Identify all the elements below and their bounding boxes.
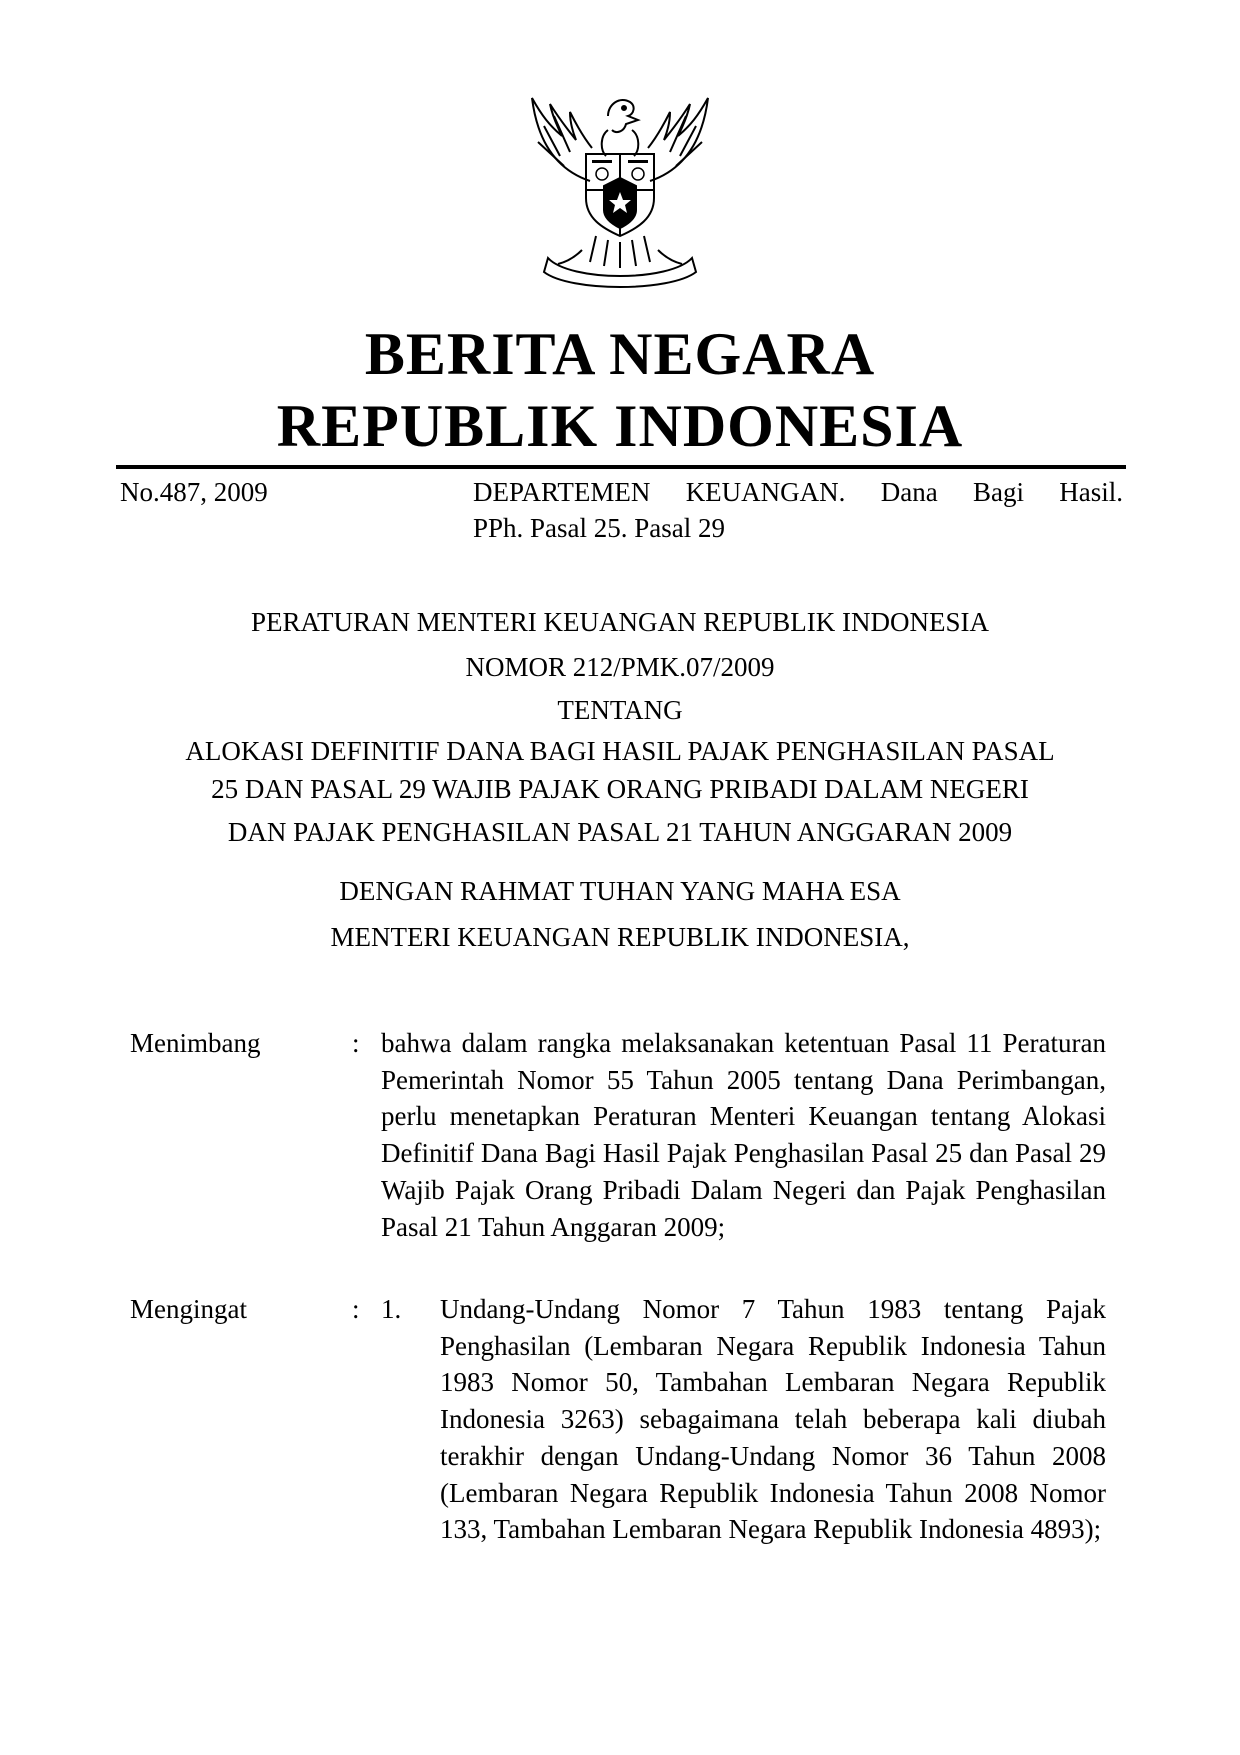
recalling-item-number: 1. bbox=[381, 1294, 402, 1324]
regulation-number: NOMOR 212/PMK.07/2009 bbox=[465, 652, 775, 682]
regulation-title-line-1: ALOKASI DEFINITIF DANA BAGI HASIL PAJAK PENGHASILAN PASAL bbox=[185, 736, 1055, 766]
gazette-masthead bbox=[0, 318, 1240, 462]
invocation: DENGAN RAHMAT TUHAN YANG MAHA ESA bbox=[339, 876, 901, 906]
masthead-line-1: BERITA NEGARA bbox=[364, 321, 876, 387]
recalling-colon: : bbox=[352, 1294, 360, 1324]
recalling-item-text: Undang-Undang Nomor 7 Tahun 1983 tentang Pajak Penghasilan (Lembaran Negara Republik Indonesia Tahun 1983 Nomor 50, Tambahan Lembaran Negara Republik Indonesia 3263) sebagaimana telah beberapa kali diubah terakhir dengan Undang-Undang Nomor 36 Tahun 2008 (Lembaran Negara Republik Indonesia Tahun 2008 Nomor 133, Tambahan Lembaran Negara Republik Indonesia 4893); bbox=[440, 1294, 1106, 1545]
header-rule bbox=[116, 465, 1126, 469]
issuer: MENTERI KEUANGAN REPUBLIK INDONESIA, bbox=[330, 922, 910, 952]
considering-label: Menimbang bbox=[130, 1028, 261, 1058]
regulation-title-line-2: 25 DAN PASAL 29 WAJIB PAJAK ORANG PRIBADI DALAM NEGERI bbox=[211, 774, 1029, 804]
gazette-subject-line-1: DEPARTEMEN KEUANGAN. Dana Bagi Hasil. bbox=[473, 477, 1123, 507]
gazette-number: No.487, 2009 bbox=[120, 477, 268, 507]
regulation-heading: PERATURAN MENTERI KEUANGAN REPUBLIK INDONESIA bbox=[251, 607, 989, 637]
regulation-title-line-3: DAN PAJAK PENGHASILAN PASAL 21 TAHUN ANGGARAN 2009 bbox=[227, 817, 1013, 847]
regulation-tentang: TENTANG bbox=[557, 695, 683, 725]
recalling-label: Mengingat bbox=[130, 1294, 247, 1324]
considering-text: bahwa dalam rangka melaksanakan ketentuan Pasal 11 Peraturan Pemerintah Nomor 55 Tahun 2005 tentang Dana Perimbangan, perlu menetapkan Peraturan Menteri Keuangan tentang Alokasi Definitif Dana Bagi Hasil Pajak Penghasilan Pasal 25 dan Pasal 29 Wajib Pajak Orang Pribadi Dalam Negeri dan Pajak Penghasilan Pasal 21 Tahun Anggaran 2009; bbox=[381, 1028, 1106, 1242]
gazette-subject-line-2: PPh. Pasal 25. Pasal 29 bbox=[473, 513, 726, 543]
considering-colon: : bbox=[352, 1028, 360, 1058]
garuda-emblem-icon bbox=[520, 86, 720, 298]
masthead-line-2: REPUBLIK INDONESIA bbox=[276, 393, 964, 459]
